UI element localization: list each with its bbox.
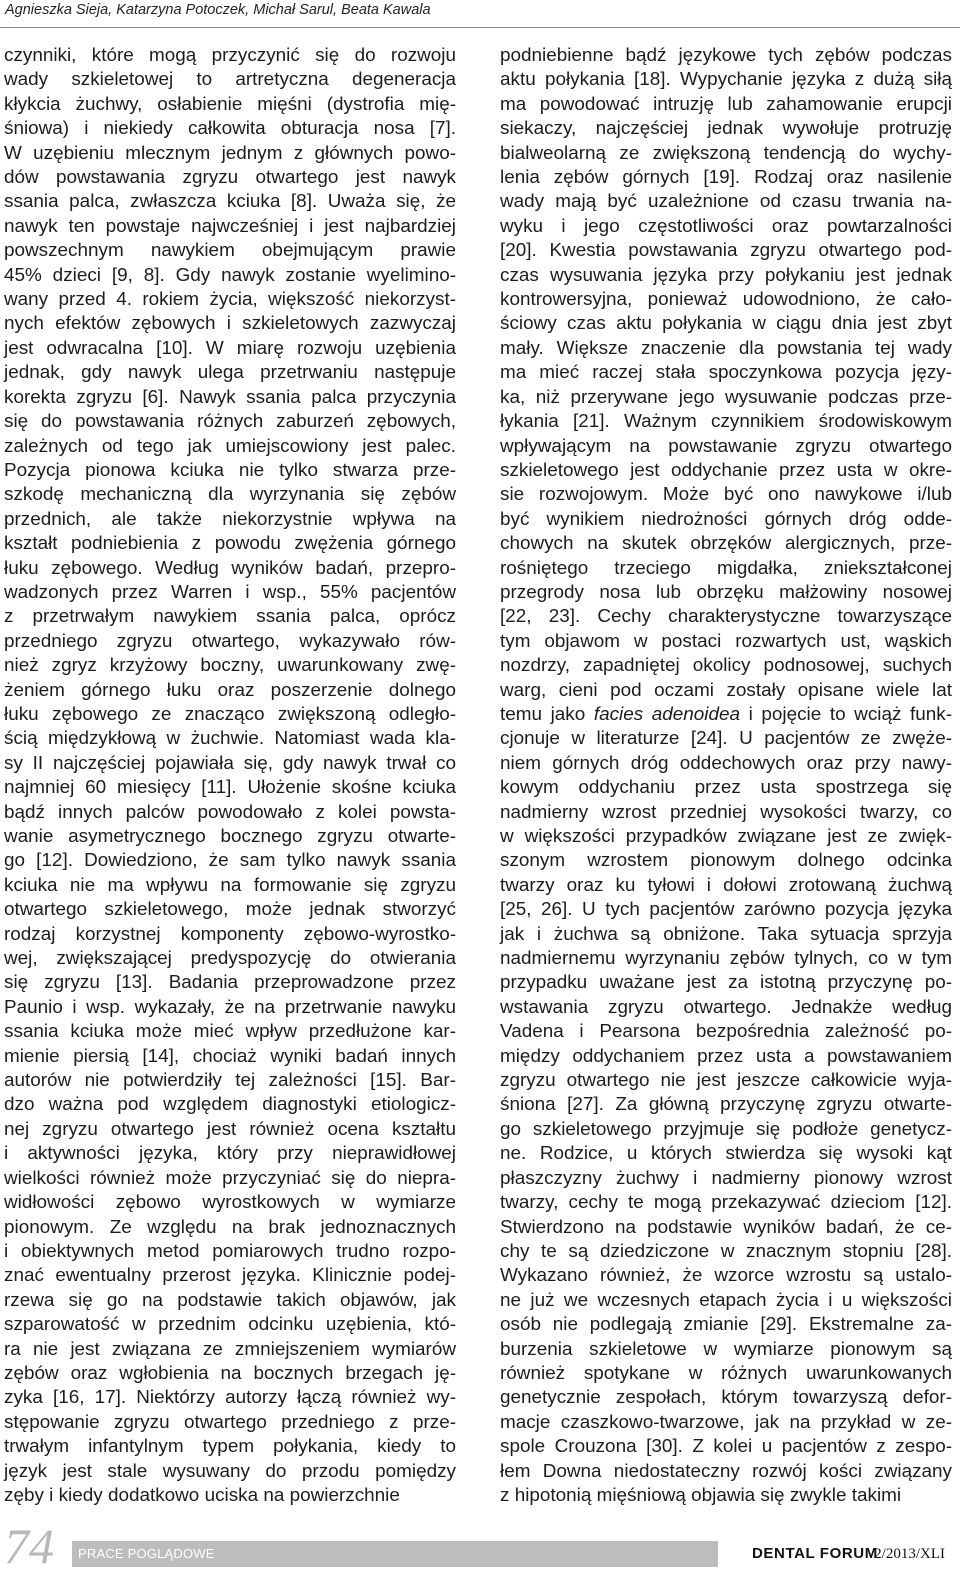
- text-line: macje czaszkowo-twarzowe, jak na przykład w ze-: [500, 1411, 952, 1433]
- text-line: kontrowersyjna, ponieważ udowodniono, że cało-: [500, 289, 952, 311]
- text-line: ne. Rodzice, u których stwierdza się wysoki kąt: [500, 1143, 952, 1165]
- text-line: bialweolarną ze zwiększoną tendencją do wychy-: [500, 142, 952, 164]
- text-line: śniowa) i niekiedy całkowita obturacja nosa [7].: [4, 118, 456, 140]
- text-line: stępowanie zgryzu otwartego przedniego z prze-: [4, 1411, 456, 1433]
- text-line: Stwierdzono na podstawie wyników badań, że ce-: [500, 1216, 952, 1238]
- text-line: zęby i kiedy dodatkowo uciska na powierzchnie: [4, 1484, 400, 1506]
- text-line: twarzy, cechy te mogą przekazywać dzieciom [12].: [500, 1192, 952, 1214]
- text-line: warg, cieni pod oczami zostały opisane wiele lat: [500, 679, 952, 701]
- text-line: tym objawom w postaci rozwartych ust, wąskich: [500, 630, 952, 652]
- text-line: łuku zębowego ze znacząco zwiększoną odległo-: [4, 703, 456, 725]
- text-line: widłowości zębowo wyrostkowych w wymiarze: [4, 1192, 456, 1214]
- text-line: Paunio i wsp. wykazały, że na przetrwanie nawyku: [4, 996, 456, 1018]
- text-line: mienie piersią [14], chociaż wyniki badań innych: [4, 1045, 456, 1067]
- right-text-column: [500, 44, 952, 1508]
- text-line: go szkieletowego przyjmuje się podłoże genetycz-: [500, 1118, 952, 1140]
- text-line: Vadena i Pearsona bezpośrednia zależność po-: [500, 1021, 952, 1043]
- text-line: zębów oraz wgłobienia na bocznych brzegach ję-: [4, 1362, 456, 1384]
- text-line: szparowatość w przednim odcinku uzębienia, któ-: [4, 1314, 456, 1336]
- text-line: genetycznie zespołach, którym towarzyszą defor-: [500, 1387, 952, 1409]
- text-line: sie rozwojowym. Może być ono nawykowe i/lub: [500, 484, 952, 506]
- journal-name: DENTAL FORUM: [752, 1545, 878, 1562]
- text-line: mały. Większe znaczenie dla powstania tej wady: [500, 337, 952, 359]
- text-line: łuku zębowego. Według wyników badań, przepro-: [4, 557, 456, 579]
- text-line: cjonuje w literaturze [24]. U pacjentów ze zwęże-: [500, 728, 952, 750]
- text-line: ne już we wczesnych etapach życia i u większości: [500, 1289, 952, 1311]
- text-line: szkieletowego jest oddychanie przez usta w okre-: [500, 459, 952, 481]
- text-line: przypadku uważane jest za istotną przyczynę po-: [500, 972, 952, 994]
- text-line: przegrody nosa lub obrzęku małżowiny nosowej: [500, 581, 952, 603]
- issue-number: /2/2013/XLI: [870, 1546, 945, 1562]
- text-line: z przetrwałym nawykiem ssania palca, oprócz: [4, 606, 456, 628]
- text-line: ssania kciuka może mieć wpływ przedłużone kar-: [4, 1021, 456, 1043]
- text-line: 45% dzieci [9, 8]. Gdy nawyk zostanie wyelimino-: [4, 264, 456, 286]
- text-line: żeniem górnego łuku oraz poszerzenie dolnego: [4, 679, 456, 701]
- text-line: szonym wzrostem pionowym dolnego odcinka: [500, 850, 952, 872]
- text-line: podniebienne bądź językowe tych zębów podczas: [500, 45, 952, 66]
- text-line: kształt podniebienia z powodu zwężenia górnego: [4, 533, 456, 555]
- text-line: jak i żuchwa są obniżone. Taka sytuacja sprzyja: [500, 923, 952, 945]
- text-line: przednich, ale także niekorzystnie wpływa na: [4, 508, 456, 530]
- text-line: i aktywności języka, który przy nieprawidłowej: [4, 1143, 456, 1165]
- text-line: twarzy oraz ku tyłowi i dołowi zrotowaną żuchwą: [500, 874, 952, 896]
- text-line: również spotykane w różnych uwarunkowanych: [500, 1362, 952, 1384]
- text-line: kciuka nie ma wpływu na formowanie się zgryzu: [4, 874, 456, 896]
- text-line: lenia zębów górnych [19]. Rodzaj oraz nasilenie: [500, 167, 952, 189]
- text-line: zgryzu otwartego nie jest jeszcze całkowicie wyja-: [500, 1070, 952, 1092]
- text-line: osób nie podlegają zmianie [29]. Ekstremalne za-: [500, 1314, 952, 1336]
- text-line: rośniętego trzeciego migdałka, zniekształconej: [500, 557, 952, 579]
- header-divider: [0, 27, 960, 28]
- text-line: ka, niż przerywane jego wysuwanie podczas prze-: [500, 386, 952, 408]
- text-line: czynniki, które mogą przyczynić się do rozwoju: [4, 45, 456, 66]
- section-label: PRACE POGLĄDOWE: [78, 1546, 215, 1561]
- text-line: jednak, gdy nawyk ulega przetrwaniu następuje: [4, 362, 456, 384]
- text-line: zależnych od tego jak umiejscowiony jest palec.: [4, 435, 456, 457]
- text-line: go [12]. Dowiedziono, że sam tylko nawyk ssania: [4, 850, 456, 872]
- text-line: wstawania zgryzu otwartego. Jednakże według: [500, 996, 952, 1018]
- text-line: korekta zgryzu [6]. Nawyk ssania palca przyczynia: [4, 386, 456, 408]
- text-line: nawyk ten powstaje najwcześniej i jest najbardziej: [4, 215, 456, 237]
- text-line: [25, 26]. U tych pacjentów zarówno pozycja języka: [500, 899, 952, 921]
- text-line: ma powodować intruzję lub zahamowanie erupcji: [500, 93, 952, 115]
- text-line: z hipotonią mięśniową objawia się zwykle takimi: [500, 1484, 902, 1506]
- text-line: siekaczy, najczęściej jednak wywołuje protruzję: [500, 118, 952, 140]
- text-line: dzo ważna pod względem diagnostyki etiologicz-: [4, 1094, 456, 1116]
- text-line: się zgryzu [13]. Badania przeprowadzone przez: [4, 972, 456, 994]
- text-line: otwartego szkieletowego, może jednak stworzyć: [4, 899, 456, 921]
- text-line: nadmierny wzrost przedniej wysokości twarzy, co: [500, 801, 952, 823]
- text-line: wanie asymetrycznego bocznego zgryzu otwarte-: [4, 826, 456, 847]
- text-line: Pozycja pionowa kciuka nie tylko stwarza prze-: [4, 459, 456, 481]
- text-line: się do powstawania różnych zaburzeń zębowych,: [4, 411, 456, 433]
- text-line: wany przed 4. rokiem życia, większość niekorzyst-: [4, 289, 456, 311]
- text-line: chy te są dziedziczone w znacznym stopniu [28].: [500, 1240, 952, 1262]
- left-text-column: [4, 44, 456, 1508]
- text-line: wielkości również może przyczyniać się do niepra-: [4, 1167, 456, 1189]
- text-line: wadzonych przez Warren i wsp., 55% pacjentów: [4, 581, 456, 603]
- italic-term: facies adenoidea: [593, 703, 741, 725]
- text-line: ssania palca, zwłaszcza kciuka [8]. Uważa się, że: [4, 191, 456, 213]
- text-line: [22, 23]. Cechy charakterystyczne towarzyszące: [500, 606, 952, 628]
- text-line: najmniej 60 miesięcy [11]. Ułożenie skośne kciuka: [4, 777, 456, 799]
- text-line: płaszczyzny żuchwy i nadmierny pionowy wzrost: [500, 1167, 952, 1189]
- text-line: zyka [16, 17]. Niektórzy autorzy łączą również wy-: [4, 1387, 456, 1409]
- text-line: autorów nie potwierdziły tej zależności [15]. Bar-: [4, 1070, 456, 1092]
- text-line: bądź innych palców powodowało z kolei powsta-: [4, 801, 456, 823]
- text-line: czas wysuwania języka przy połykaniu jest jednak: [500, 264, 952, 286]
- text-line: sy II najczęściej pojawiała się, gdy nawyk trwał co: [4, 752, 456, 774]
- text-line: w większości przypadków związane jest ze zwięk-: [500, 826, 952, 847]
- text-line: kłykcia żuchwy, osłabienie mięśni (dystrofia mię-: [4, 93, 456, 115]
- text-line: burzenia szkieletowe w wymiarze pionowym są: [500, 1338, 952, 1360]
- text-line: szkodę mechaniczną dla wyrzynania się zębów: [4, 484, 456, 506]
- text-line: śniona [27]. Za główną przyczynę zgryzu otwarte-: [500, 1094, 952, 1116]
- text-line: [20]. Kwestia powstawania zgryzu otwartego pod-: [500, 240, 952, 262]
- text-line: ma mieć raczej stała spoczynkowa pozycja języ-: [500, 362, 952, 384]
- text-line: nież zgryz krzyżowy boczny, uwarunkowany zwę-: [4, 655, 456, 677]
- text-line: wady mają być uzależnione od czasu trwania na-: [500, 191, 952, 213]
- text-line: wady szkieletowej to artretyczna degeneracja: [4, 69, 456, 91]
- text-line: i obiektywnych metod pomiarowych trudno rozpo-: [4, 1240, 456, 1262]
- text-line: nadmiernemu wyrzynaniu zębów tylnych, co w tym: [500, 948, 952, 970]
- page-number: 74: [4, 1518, 54, 1574]
- text-line: ścią międzykłową w żuchwie. Natomiast wada kla-: [4, 728, 456, 750]
- text-line: nozdrzy, zapadniętej okolicy podnosowej, suchych: [500, 655, 952, 677]
- text-line: niem górnych dróg oddechowych oraz przy nawy-: [500, 752, 952, 774]
- text-line: wej, zwiększającej predyspozycję do otwierania: [4, 948, 456, 970]
- text-line: wyku i jego częstotliwości oraz powtarzalności: [500, 215, 952, 237]
- text-line: łem Downa niedostateczny rozwój kości związany: [500, 1460, 952, 1482]
- text-line: spole Crouzona [30]. Z kolei u pacjentów z zespo-: [500, 1436, 952, 1458]
- text-line: temu jako facies adenoidea i pojęcie to wciąż funk-: [500, 703, 952, 725]
- text-line: język jest stale wysuwany do przodu pomiędzy: [4, 1460, 456, 1482]
- text-line: Wykazano również, że wzorce wzrostu są ustalo-: [500, 1265, 952, 1287]
- text-line: rodzaj korzystnej komponenty zębowo-wyrostko-: [4, 923, 456, 945]
- text-line: chowych na skutek obrzęków alergicznych, prze-: [500, 533, 952, 555]
- text-line: być wynikiem niedrożności górnych dróg odde-: [500, 508, 952, 530]
- running-header-authors: Agnieszka Sieja, Katarzyna Potoczek, Michał Sarul, Beata Kawala: [5, 2, 431, 18]
- text-line: ściowy czas aktu połykania w ciągu dnia jest zbyt: [500, 313, 952, 335]
- text-line: między oddychaniem przez usta a powstawaniem: [500, 1045, 952, 1067]
- text-line: wpływającym na powstawanie zgryzu otwartego: [500, 435, 952, 457]
- text-line: aktu połykania [18]. Wypychanie języka z dużą siłą: [500, 69, 952, 91]
- text-line: kowym oddychaniu przez usta spostrzega się: [500, 777, 952, 799]
- text-line: rzewa się go na podstawie takich objawów, jak: [4, 1289, 456, 1311]
- text-line: nych efektów zębowych i szkieletowych zazwyczaj: [4, 313, 456, 335]
- text-line: przedniego zgryzu otwartego, wykazywało rów-: [4, 630, 456, 652]
- text-line: znać ewentualny przerost języka. Klinicznie podej-: [4, 1265, 456, 1287]
- text-line: pionowym. Ze względu na brak jednoznacznych: [4, 1216, 456, 1238]
- text-line: powszechnym nawykiem obejmującym prawie: [4, 240, 456, 262]
- text-line: dów powstawania zgryzu otwartego jest nawyk: [4, 167, 456, 189]
- text-line: jest odwracalna [10]. W miarę rozwoju uzębienia: [4, 337, 456, 359]
- text-line: ra nie jest związana ze zmniejszeniem wymiarów: [4, 1338, 456, 1360]
- text-line: łykania [21]. Ważnym czynnikiem środowiskowym: [500, 411, 952, 433]
- text-line: W uzębieniu mlecznym jednym z głównych powo-: [4, 142, 456, 164]
- text-line: nej zgryzu otwartego jest również ocena kształtu: [4, 1118, 456, 1140]
- text-line: trwałym infantylnym typem połykania, kiedy to: [4, 1436, 456, 1458]
